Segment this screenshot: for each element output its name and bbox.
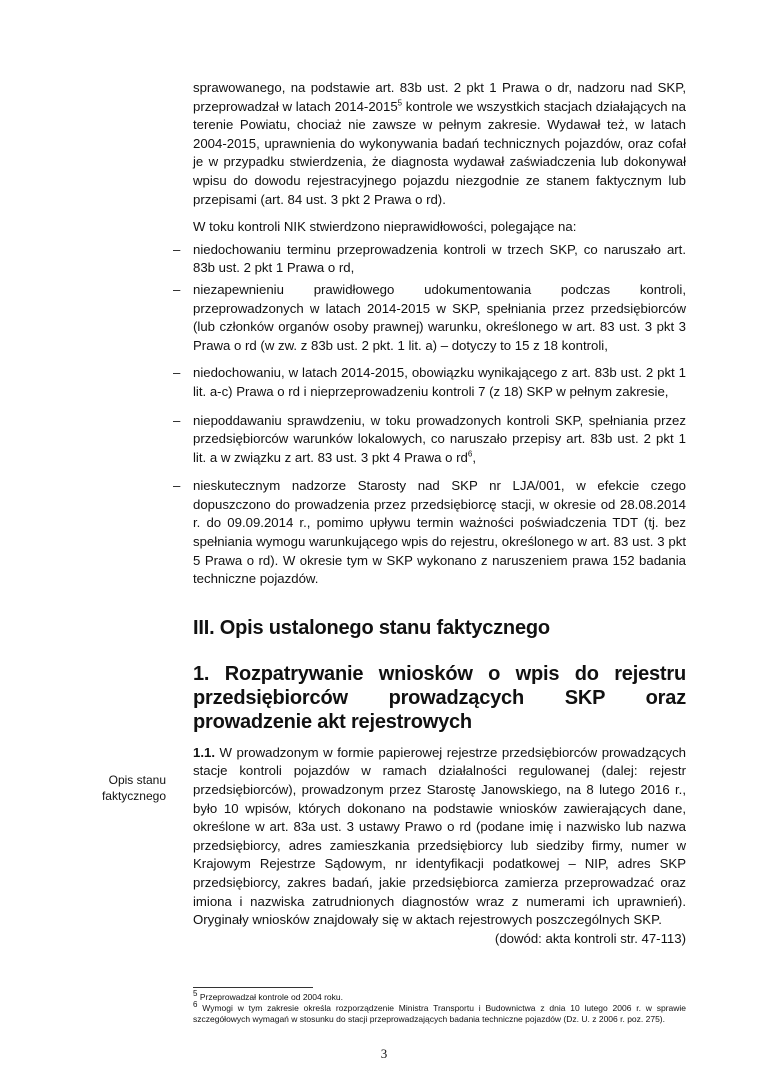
dash-bullet: – bbox=[173, 241, 181, 257]
paragraph-number: 1.1. bbox=[193, 744, 215, 760]
main-content bbox=[173, 79, 686, 948]
list-item bbox=[173, 477, 686, 589]
list-item-text: niepoddawaniu sprawdzeniu, w toku prowadzonych kontroli SKP, spełniania przez przedsiębiorców warunków lokalowych, co naruszało przepisy art. 83b ust. 2 pkt 1 lit. a w związku z art. 83 ust. 3 pkt 4 Prawa o rd bbox=[193, 412, 686, 465]
intro-text-part: sprawowanego, na podstawie art. 83b ust. 2 pkt 1 Prawa o dr, nadzoru nad SKP, przeprowadzał w latach 2014-2015 bbox=[193, 80, 686, 114]
dash-bullet: – bbox=[173, 365, 181, 381]
dash-bullet: – bbox=[173, 281, 181, 297]
subsection-heading: 1. Rozpatrywanie wniosków o wpis do rejestru przedsiębiorców prowadzących SKP oraz prowadzenie akt rejestrowych bbox=[193, 662, 686, 733]
footnote-ref-6[interactable]: 6 bbox=[467, 449, 473, 459]
footnote-mark: 6 bbox=[193, 1000, 198, 1010]
dash-bullet: – bbox=[173, 478, 181, 494]
intro-text-part: kontrole we wszystkich stacjach działających na terenie Powiatu, chociaż nie zawsze w pełnym zakresie. Wydawał też, w latach 2004-2015, uprawnienia do wykonywania badań technicznych pojazdów, oraz cofał je w przypadku stwierdzenia, że diagnosta wydawał zaświadczenia lub dokonywał wpisu do dowodu rejestracyjnego pojazdu niezgodnie ze stanem faktycznym lub przepisami (art. 84 ust. 3 pkt 2 Prawa o rd). bbox=[193, 98, 686, 207]
page-number: 3 bbox=[380, 1046, 388, 1061]
list-item bbox=[173, 241, 686, 278]
footnote-mark: 5 bbox=[193, 989, 198, 999]
list-item bbox=[173, 364, 686, 401]
dash-bullet: – bbox=[173, 412, 181, 428]
footnote-text: Przeprowadzał kontrole od 2004 roku. bbox=[197, 992, 343, 1002]
footnote-ref-5[interactable]: 5 bbox=[397, 98, 403, 108]
footnote-5 bbox=[193, 989, 686, 1003]
paragraph-1-1 bbox=[193, 744, 686, 930]
footnote-6 bbox=[193, 1000, 686, 1025]
list-item-text: niedochowaniu, w latach 2014-2015, obowiązku wynikającego z art. 83b ust. 2 pkt 1 lit. a-c) Prawa o rd i nieprzeprowadzeniu kontroli 7 (z 18) SKP w pełnym zakresie, bbox=[193, 365, 686, 399]
list-item-text: , bbox=[472, 449, 476, 465]
footnote-divider bbox=[193, 987, 313, 988]
list-item-text: nieskutecznym nadzorze Starosty nad SKP nr LJA/001, w efekcie czego dopuszczono do prowadzenia przez przedsiębiorcę stacji, w okresie od 28.08.2014 r. do 09.09.2014 r., pomimo upływu termin ważności poświadczenia TDT (tj. bez spełniania wymogu warunkującego wpis do rejestru, określonego w art. 83 ust. 3 pkt 5 Prawa o rd). W okresie tym w SKP wykonano z naruszeniem prawa 152 badania techniczne pojazdów. bbox=[193, 478, 686, 587]
findings-list bbox=[173, 241, 686, 589]
list-item-text: niezapewnieniu prawidłowego udokumentowania podczas kontroli, przeprowadzonych w latach 2014-2015 w SKP, spełniania przez przedsiębiorców (lub członków organów osoby prawnej) warunku, określonego w art. 83 ust. 3 pkt 3 Prawa o rd (w zw. z 83b ust. 2 pkt. 1 lit. a) – dotyczy to 15 z 18 kontroli, bbox=[193, 281, 686, 353]
section-heading: III. Opis ustalonego stanu faktycznego bbox=[193, 616, 550, 639]
evidence-source-note: (dowód: akta kontroli str. 47-113) bbox=[494, 930, 686, 946]
list-item-text: niedochowaniu terminu przeprowadzenia kontroli w trzech SKP, co naruszało art. 83b ust. 2 pkt 1 Prawa o rd, bbox=[193, 241, 686, 276]
margin-note: Opis stanu faktycznego bbox=[101, 773, 166, 803]
list-item bbox=[173, 412, 686, 468]
footnotes bbox=[193, 987, 686, 1025]
intro-paragraph bbox=[193, 79, 686, 209]
findings-lead: W toku kontroli NIK stwierdzono nieprawidłowości, polegające na: bbox=[193, 219, 577, 235]
paragraph-text: W prowadzonym w formie papierowej rejestrze przedsiębiorców prowadzących stacje kontroli pojazdów w ramach działalności regulowanej (dalej: rejestr przedsiębiorców), prowadzonym przez Starostę Janowskiego, na 8 lutego 2016 r., było 10 wpisów, których dokonano na podstawie wniosków zawierających dane, określone w art. 83a ust. 3 ustawy Prawo o rd (podane imię i nazwisko lub nazwa przedsiębiorcy, adres zamieszkania przedsiębiorcy lub siedziby firmy, numer w Krajowym Rejestrze Sądowym, nr identyfikacji podatkowej – NIP, adres SKP przedsiębiorcy, zakres badań, jakie przedsiębiorca zamierza przeprowadzać oraz imiona i nazwiska zatrudnionych diagnostów wraz z numerami ich uprawnień). Oryginały wniosków znajdowały się w aktach rejestrowych poszczególnych SKP. bbox=[193, 744, 686, 928]
footnote-text: Wymogi w tym zakresie określa rozporządzenie Ministra Transportu i Budownictwa z dnia 10 lutego 2006 r. w sprawie szczegółowych wymagań w stosunku do stacji przeprowadzających badania techniczne pojazdów (Dz. U. z 2006 r. poz. 275). bbox=[193, 1003, 686, 1024]
list-item bbox=[173, 281, 686, 355]
